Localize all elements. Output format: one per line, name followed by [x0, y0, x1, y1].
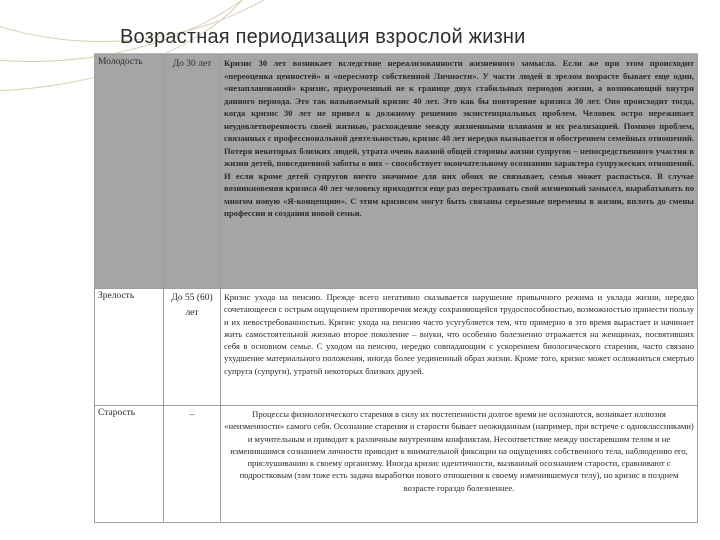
description-cell: Кризис ухода на пенсию. Прежде всего негативно сказывается нарушение привычного режима и уклада жизни, нередко сочетающееся с острым ощущением противоречия между сохраняющейся трудоспособностью, возможностью принести пользу и их невостребованностью. Кризис ухода на пенсию часто усугубляется тем, что примерно в это время вырастает и начинает жить самостоятельной жизнью второе поколение – внуки, что особенно болезненно отражается на женщинах, посвятивших себя в основном семье. С уходом на пенсию, нередко совпадающим с ускорением биологического старения, часто связано ухудшение материального положения, иногда более уединенный образ жизни. Кроме того, кризис может осложниться смертью супруга (супруги), утратой некоторых близких друзей.: [221, 289, 698, 406]
table-row: [95, 289, 698, 406]
stage-cell: Зрелость: [95, 289, 164, 406]
stage-cell: Старость: [95, 406, 164, 523]
table-row: [95, 406, 698, 523]
age-cell: –: [164, 406, 221, 523]
table-row: [95, 55, 698, 289]
description-cell: Процессы физиологического старения в силу их постепенности долгое время не осознаются, возникает иллюзия «неизменности» самого себя. Осознание старения и старости бывает неожиданным (например, при встрече с одноклассниками) и мучительным и приводит к различным внутренним конфликтам. Несоответствие между постаревшим телом и не изменившимся сознанием личности приводит к внимательной фиксации на ощущениях собственного тела, наблюдению его, прислушиванию к своему организму. Иногда кризис идентичности, вызванный осознанием старости, сравнивают с подростковым (там тоже есть задача выработки нового отношения к своему изменившемуся телу), но кризис в позднем возрасте гораздо болезненнее.: [221, 406, 698, 523]
periodization-table: [94, 54, 698, 523]
age-cell: До 55 (60) лет: [164, 289, 221, 406]
description-cell: Кризис 30 лет возникает вследствие нереализованности жизненного замысла. Если же при этом происходит «переоценка ценностей» и «пересмотр собственной Личности». У части людей в зрелом возрасте бывает еще один, «незапланований» кризис, приуроченный не к границе двух стабильных периодов жизни, а возникающий внутри данного периода. Это так называемый кризис 40 лет. Это как бы повторение кризиса 30 лет. Оно происходит тогда, когда кризис 30 лет не привел к должному решению экзистенциальных проблем. Человек остро переживает неудовлетворенность своей жизнью, расхождение между жизненными планами и их реализацией. Помимо проблем, связанных с профессиональной деятельностью, кризис 40 лет нередко вызывается и обострением семейных отношений. Потеря некоторых близких людей, утрата очень важной общей стороны жизни супругов – непосредственного участия в жизни детей, повседневной заботы о них – способствует окончательному осознанию характера супружеских отношений. И если кроме детей супругов ничто значимое для них обоих не связывает, семья может распасться. В случае возникновения кризиса 40 лет человеку приходится еще раз перестраивать свой жизненный замысел, вырабатывать во многом новую «Я-концепцию». С этим кризисом могут быть связаны серьезные перемены в жизни, вплоть до смены профессии и создания новой семьи.: [221, 55, 698, 289]
stage-cell: Молодость: [95, 55, 164, 289]
age-cell: До 30 лет: [164, 55, 221, 289]
page-title: Возрастная периодизация взрослой жизни: [120, 26, 526, 48]
